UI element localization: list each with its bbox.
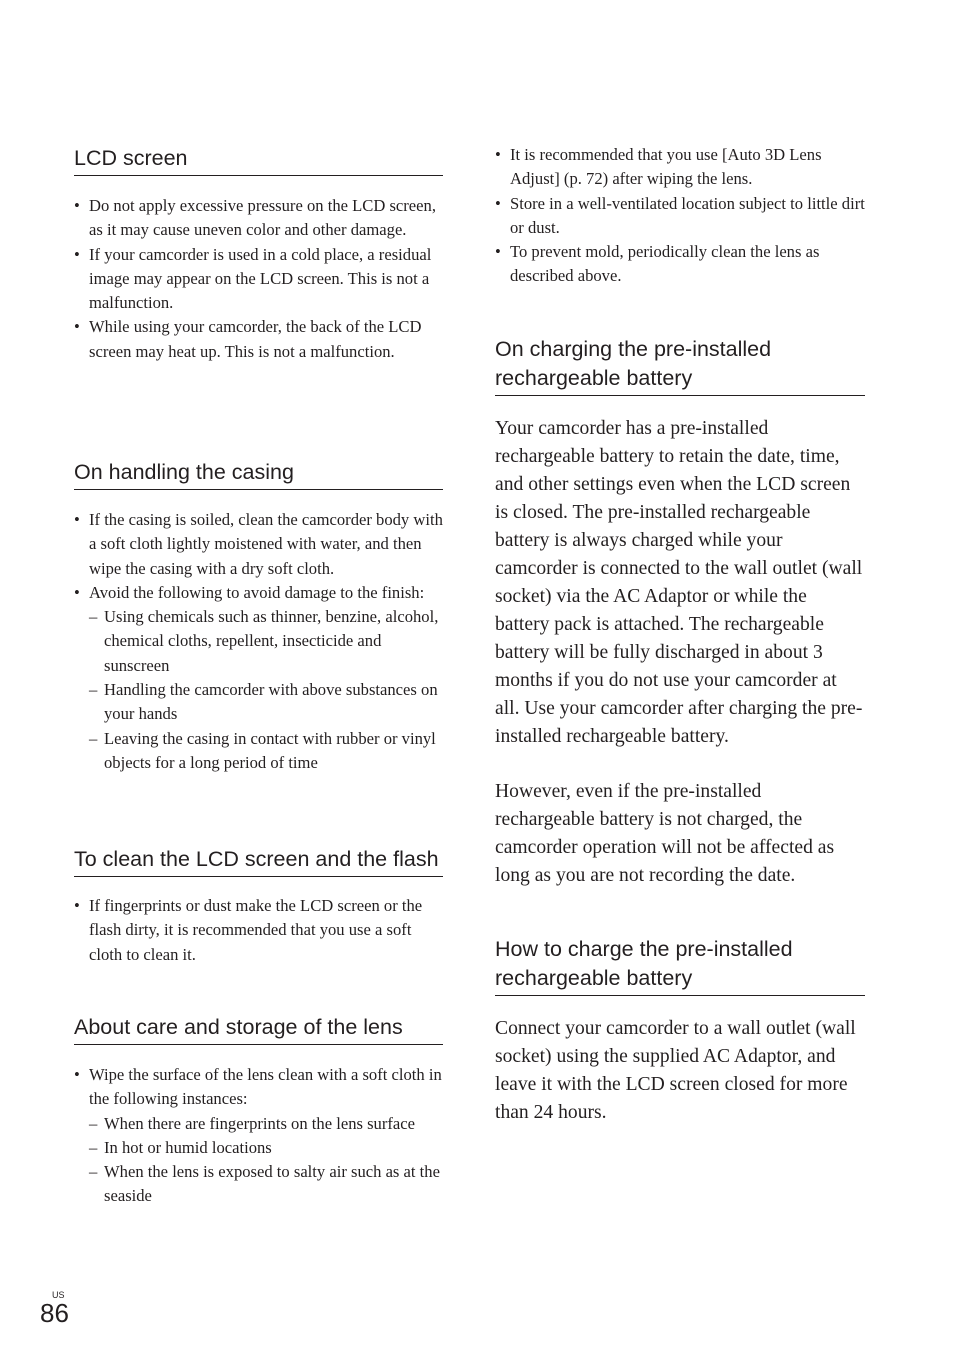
list-item: • While using your camcorder, the back of the LCD screen may heat up. This is not a malfunction. [74, 317, 422, 361]
sub-list-item: – In hot or humid locations [89, 1137, 272, 1157]
list-item: • If the casing is soiled, clean the camcorder body with a soft cloth lightly moistened with water, and then wipe the casing with a dry soft cloth. [74, 510, 443, 578]
list-item: • Do not apply excessive pressure on the LCD screen, as it may cause uneven color and other damage. [74, 196, 436, 240]
list-item: • Wipe the surface of the lens clean with a soft cloth in the following instances: – When there are fingerprints on the lens surface – In hot or humid locations – When the lens is exposed to salty air such as at the seaside [74, 1063, 443, 1209]
section-heading-clean-lcd: To clean the LCD screen and the flash [74, 845, 443, 877]
list-item-text: If fingerprints or dust make the LCD screen or the flash dirty, it is recommended that you use a soft cloth to clean it. [89, 896, 423, 964]
page-number: 86 [40, 1298, 69, 1328]
list-item-text: While using your camcorder, the back of the LCD screen may heat up. This is not a malfunction. [89, 317, 422, 361]
list-item-text: Store in a well-ventilated location subject to little dirt or dust. [510, 193, 865, 237]
list-item: • If fingerprints or dust make the LCD screen or the flash dirty, it is recommended that you use a soft cloth to clean it. [74, 896, 423, 964]
sub-list-item-text: Using chemicals such as thinner, benzine, alcohol, chemical cloths, repellent, insecticide and sunscreen [104, 607, 439, 675]
section-heading-how-to-charge: How to charge the pre-installed rechargeable battery [495, 935, 865, 996]
sub-list-item-text: When the lens is exposed to salty air such as at the seaside [104, 1162, 440, 1206]
lens-sub-list [89, 1112, 443, 1209]
how-to-charge-paragraph: Connect your camcorder to a wall outlet (wall socket) using the supplied AC Adaptor, and leave it with the LCD screen closed for more than 24 hours. [495, 1018, 856, 1123]
section-heading-casing: On handling the casing [74, 458, 443, 490]
list-item-text: Do not apply excessive pressure on the LCD screen, as it may cause uneven color and other damage. [89, 196, 436, 240]
list-item-text: Avoid the following to avoid damage to the finish: [89, 582, 425, 602]
clean-lcd-bullet-list [74, 894, 443, 967]
page-number-block [40, 1290, 69, 1326]
sub-list-item-text: Handling the camcorder with above substances on your hands [104, 680, 438, 724]
section-heading-charging: On charging the pre-installed rechargeable battery [495, 335, 865, 396]
list-item: • If your camcorder is used in a cold place, a residual image may appear on the LCD screen. This is not a malfunction. [74, 244, 432, 313]
sub-list-item-text: When there are fingerprints on the lens surface [104, 1113, 415, 1133]
sub-list-item: – When there are fingerprints on the lens surface [89, 1113, 415, 1133]
region-code: US [52, 1290, 65, 1300]
list-item-text: To prevent mold, periodically clean the lens as described above. [510, 242, 820, 286]
list-item: • To prevent mold, periodically clean the lens as described above. [495, 242, 820, 286]
sub-list-item: – Handling the camcorder with above substances on your hands [89, 680, 438, 724]
sub-list-item: – When the lens is exposed to salty air such as at the seaside [89, 1162, 440, 1206]
list-item-text: Wipe the surface of the lens clean with a soft cloth in the following instances: [89, 1065, 442, 1109]
list-item-text: If your camcorder is used in a cold place, a residual image may appear on the LCD screen. This is not a malfunction. [89, 244, 432, 313]
charging-paragraph: Your camcorder has a pre-installed rechargeable battery to retain the date, time, and other settings even when the LCD screen is closed. The pre-installed rechargeable battery is always charged while your camcorder is connected to the wall outlet (wall socket) via the AC Adaptor or while the battery pack is attached. The rechargeable battery will be fully discharged in about 3 months if you do not use your camcorder at all. Use your camcorder after charging the pre-installed rechargeable battery. [495, 418, 863, 747]
charging-paragraph-2: However, even if the pre-installed rechargeable battery is not charged, the camcorder operation will not be affected as long as you are not recording the date. [495, 781, 835, 886]
list-item: • Store in a well-ventilated location subject to little dirt or dust. [495, 193, 865, 237]
casing-bullet-list [74, 508, 443, 775]
list-item-text: If the casing is soiled, clean the camcorder body with a soft cloth lightly moistened with water, and then wipe the casing with a dry soft cloth. [89, 510, 443, 578]
casing-sub-list [89, 605, 443, 775]
sub-list-item-text: Leaving the casing in contact with rubber or vinyl objects for a long period of time [104, 728, 436, 772]
sub-list-item: – Leaving the casing in contact with rubber or vinyl objects for a long period of time [89, 728, 436, 772]
section-heading-lens: About care and storage of the lens [74, 1013, 443, 1045]
section-heading-lcd-screen: LCD screen [74, 144, 443, 176]
lens-continued-bullet-list [495, 143, 865, 289]
sub-list-item: – Using chemicals such as thinner, benzine, alcohol, chemical cloths, repellent, insecticide and sunscreen [89, 607, 439, 675]
list-item: • Avoid the following to avoid damage to the finish: – Using chemicals such as thinner, benzine, alcohol, chemical cloths, repellent, insecticide and sunscreen – Handling the camcorder with above substances on your hands – Leaving the casing in contact with rubber or vinyl objects for a long period of time [74, 581, 443, 775]
list-item: • It is recommended that you use [Auto 3D Lens Adjust] (p. 72) after wiping the lens. [495, 145, 822, 189]
sub-list-item-text: In hot or humid locations [104, 1137, 272, 1157]
lcd-screen-bullet-list [74, 194, 443, 364]
lens-bullet-list [74, 1063, 443, 1209]
list-item-text: It is recommended that you use [Auto 3D Lens Adjust] (p. 72) after wiping the lens. [510, 145, 822, 189]
